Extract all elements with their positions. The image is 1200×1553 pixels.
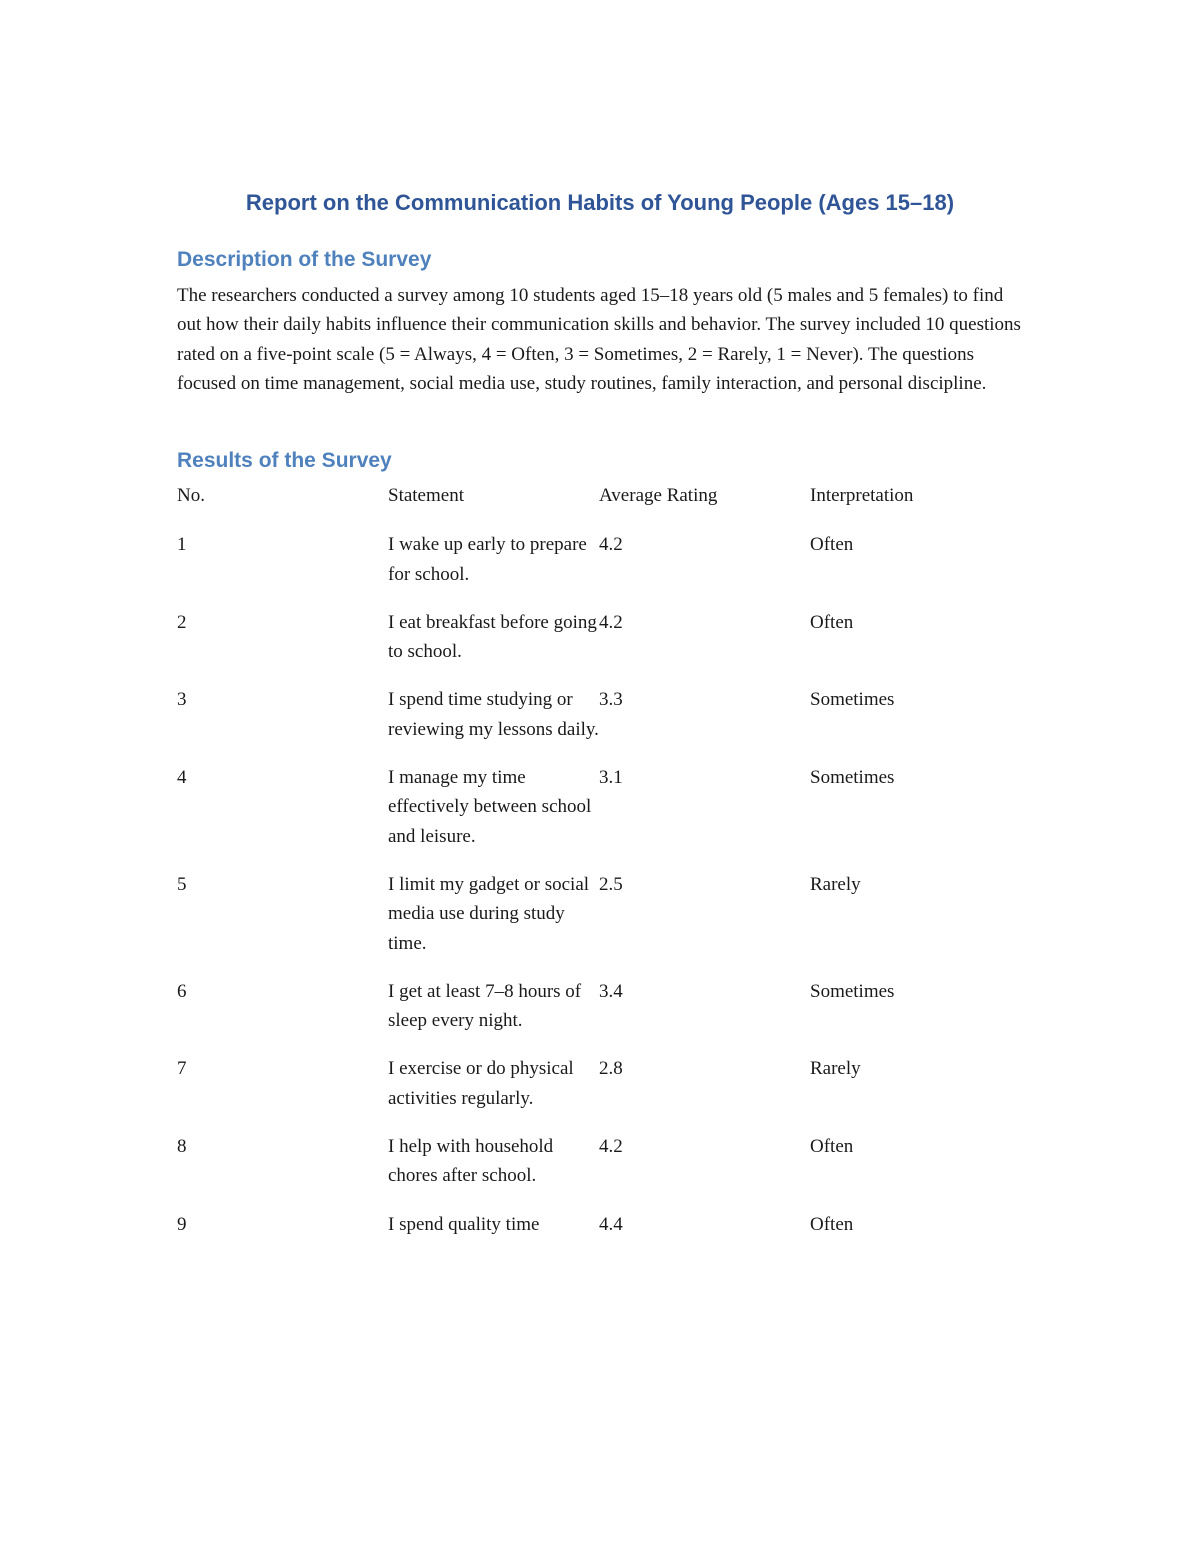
- table-header-row: [177, 481, 1027, 510]
- row-interpretation: Sometimes: [810, 980, 895, 1002]
- table-row: [177, 530, 1027, 589]
- row-interpretation: Sometimes: [810, 689, 895, 711]
- description-heading: Description of the Survey: [177, 248, 432, 271]
- row-interpretation: Rarely: [810, 873, 861, 895]
- column-header-statement: Statement: [388, 485, 464, 506]
- row-average-rating: 3.1: [599, 767, 623, 789]
- row-number: 3: [177, 689, 187, 711]
- row-statement: I exercise or do physical activities regularly.: [388, 1058, 574, 1109]
- row-average-rating: 4.2: [599, 1136, 623, 1158]
- table-row: [177, 685, 1027, 744]
- row-interpretation: Sometimes: [810, 767, 895, 789]
- row-number: 7: [177, 1058, 187, 1080]
- row-average-rating: 3.3: [599, 689, 623, 711]
- report-title: Report on the Communication Habits of Young People (Ages 15–18): [245, 190, 955, 215]
- row-statement: I spend time studying or reviewing my lessons daily.: [388, 689, 599, 740]
- table-row: [177, 1132, 1027, 1191]
- row-statement: I wake up early to prepare for school.: [388, 534, 587, 585]
- row-average-rating: 4.2: [599, 534, 623, 556]
- row-average-rating: 4.2: [599, 611, 623, 633]
- row-average-rating: 2.5: [599, 873, 623, 895]
- row-statement: I limit my gadget or social media use during study time.: [388, 873, 590, 954]
- row-statement: I manage my time effectively between school and leisure.: [388, 767, 592, 847]
- row-number: 5: [177, 873, 187, 895]
- table-row: [177, 1210, 1027, 1239]
- table-row: [177, 1054, 1027, 1113]
- row-statement: I help with household chores after school.: [388, 1136, 554, 1187]
- table-row: [177, 870, 1027, 958]
- row-number: 4: [177, 767, 187, 789]
- results-table: [177, 481, 1027, 1258]
- row-interpretation: Often: [810, 611, 854, 633]
- row-statement: I get at least 7–8 hours of sleep every night.: [388, 980, 582, 1032]
- row-average-rating: 3.4: [599, 980, 623, 1002]
- column-header-no: No.: [177, 485, 205, 506]
- row-interpretation: Often: [810, 534, 854, 556]
- row-interpretation: Often: [810, 1136, 854, 1158]
- row-number: 8: [177, 1136, 187, 1158]
- results-heading: Results of the Survey: [177, 449, 392, 472]
- row-number: 6: [177, 980, 187, 1002]
- row-average-rating: 2.8: [599, 1058, 623, 1080]
- row-number: 1: [177, 534, 187, 556]
- row-interpretation: Rarely: [810, 1058, 861, 1080]
- table-row: [177, 763, 1027, 851]
- column-header-interpretation: Interpretation: [810, 485, 914, 506]
- row-statement: I eat breakfast before going to school.: [388, 611, 597, 663]
- row-statement: I spend quality time: [388, 1213, 540, 1235]
- row-average-rating: 4.4: [599, 1213, 623, 1235]
- column-header-average-rating: Average Rating: [599, 485, 718, 506]
- description-paragraph: The researchers conducted a survey among 10 students aged 15–18 years old (5 males and 5 females) to find out how their daily habits influence their communication skills and behavior. The survey included 10 questions rated on a five-point scale (5 = Always, 4 = Often, 3 = Sometimes, 2 = Rarely, 1 = Never). The questions focused on time management, social media use, study routines, family interaction, and personal discipline.: [177, 285, 1021, 394]
- row-number: 9: [177, 1213, 187, 1235]
- table-row: [177, 608, 1027, 667]
- row-interpretation: Often: [810, 1213, 854, 1235]
- table-row: [177, 977, 1027, 1036]
- row-number: 2: [177, 611, 187, 633]
